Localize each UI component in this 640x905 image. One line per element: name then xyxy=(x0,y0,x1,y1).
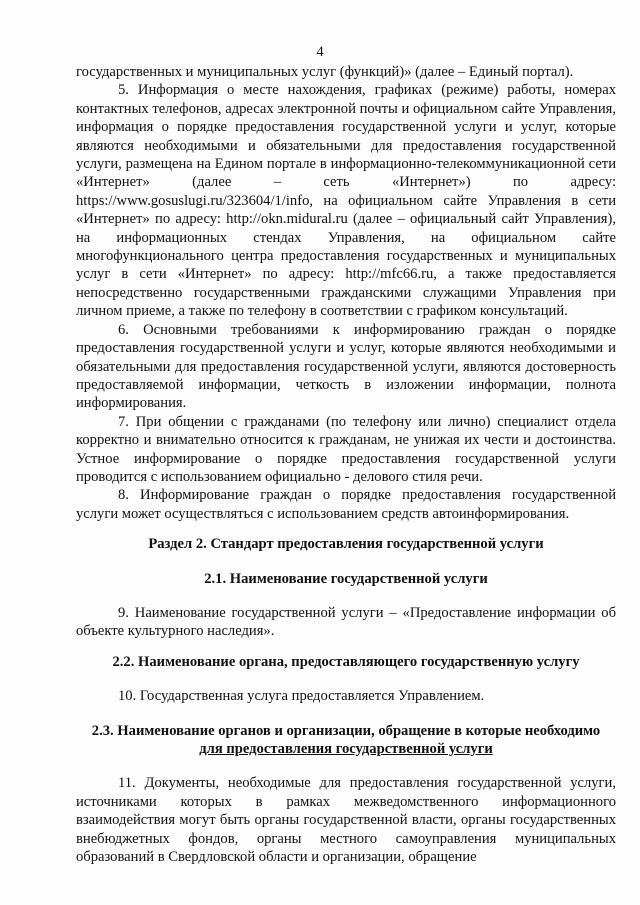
section-2-3-heading-line-2-text: для предоставления государственной услуги xyxy=(199,741,493,757)
paragraph-continuation: государственных и муниципальных услуг (функций)» (далее – Единый портал). xyxy=(76,64,574,80)
paragraph-10: 10. Государственная услуга предоставляется Управлением. xyxy=(118,688,485,705)
paragraph-6: 6. Основными требованиями к информированию граждан о порядке предоставления государственной услуги и услуг, которые являются необходимыми и обязательными для предоставления государственной услуги, являются достоверность предоставляемой информации, четкость в изложении информации, полнота информирования. xyxy=(76,321,616,412)
section-2-3-heading-line-1: 2.3. Наименование органов и организации, обращение в которые необходимо xyxy=(91,722,601,739)
paragraph-8: 8. Информирование граждан о порядке предоставления государственной услуги может осуществляться с использованием средств автоинформирования. xyxy=(76,487,616,522)
section-2-2-heading: 2.2. Наименование органа, предоставляющего государственную услугу xyxy=(112,653,580,670)
section-2-heading: Раздел 2. Стандарт предоставления государственной услуги xyxy=(148,536,544,553)
section-2-1-heading: 2.1. Наименование государственной услуги xyxy=(204,570,488,587)
paragraph-11: 11. Документы, необходимые для предоставления государственной услуги, источниками которых в рамках межведомственного информационного взаимодействия могут быть органы государственной власти, органы государственных внебюджетных фондов, органы местного самоуправления муниципальных образований в Свердловской области и организации, обращение xyxy=(76,775,616,866)
document-body xyxy=(76,63,616,866)
page-number: 4 xyxy=(316,44,324,60)
paragraph-9: 9. Наименование государственной услуги – «Предоставление информации об объекте культурного наследия». xyxy=(76,604,616,640)
paragraph-7: 7. При общении с гражданами (по телефону или лично) специалист отдела корректно и внимательно относится к гражданам, не унижая их чести и достоинства. Устное информирование о порядке предоставления государственной услуги проводится с использованием официально - делового стиля речи. xyxy=(76,413,616,485)
section-2-3-heading-line-2 xyxy=(76,740,616,758)
paragraph-5: 5. Информация о месте нахождения, графиках (режиме) работы, номерах контактных телефонов, адресах электронной почты и официальном сайте Управления, информация о порядке предоставления государственной услуги и услуг, которые являются необходимыми и обязательными для предоставления государственной услуги, размещена на Едином портале в информационно-телекоммуникационной сети «Интернет» (далее – сеть «Интернет») по адресу: https://www.gosuslugi.ru/323604/1/info, на официальном сайте Управления в сети «Интернет» по адресу: http://okn.midural.ru (далее – официальный сайт Управления), на информационных стендах Управления, на официальном сайте многофункционального центра предоставления государственных и муниципальных услуг в сети «Интернет» по адресу: http://mfc66.ru, а также предоставляется непосредственно государственными гражданскими служащими Управления при личном приеме, а также по телефону в соответствии с графиком консультаций. xyxy=(76,82,616,320)
